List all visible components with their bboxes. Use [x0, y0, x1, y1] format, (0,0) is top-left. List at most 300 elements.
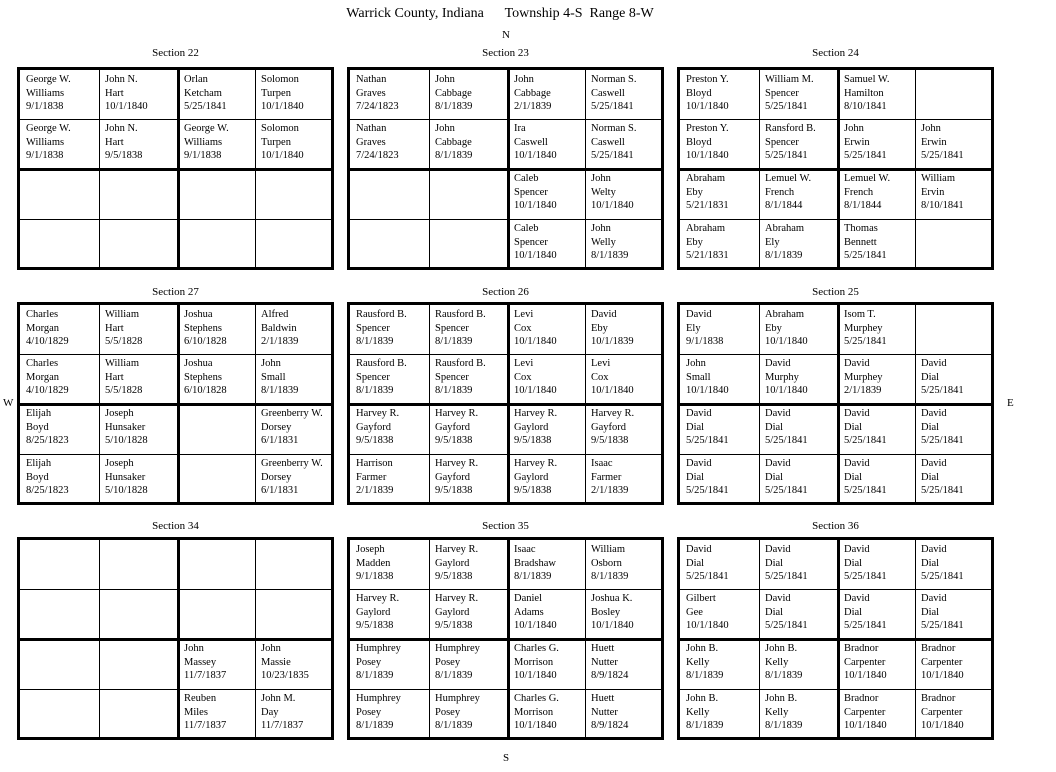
parcel-cell	[350, 70, 429, 119]
parcel-cell	[99, 639, 178, 689]
parcel-name: Hunsaker	[105, 421, 146, 433]
parcel-name: William	[105, 358, 139, 369]
parcel-date: 9/1/1838	[184, 150, 222, 161]
parcel-cell	[99, 169, 178, 219]
parcel-cell	[429, 589, 508, 639]
parcel-date: 8/1/1839	[435, 670, 473, 681]
compass-west: W	[3, 397, 14, 409]
parcel-name: Isaac	[591, 458, 613, 469]
parcel-cell	[99, 70, 178, 119]
parcel-name: Murphey	[844, 371, 883, 383]
parcel-name: Dial	[686, 557, 705, 569]
parcel-date: 9/5/1838	[514, 485, 552, 496]
parcel-name: Gaylord	[435, 606, 470, 618]
parcel-name: Gayford	[356, 421, 391, 433]
parcel-cell	[350, 540, 429, 589]
parcel-date: 5/25/1841	[921, 485, 964, 496]
parcel-name: Nutter	[591, 656, 618, 668]
parcel-date: 5/25/1841	[591, 150, 634, 161]
parcel-name: Reuben	[184, 693, 217, 704]
parcel-name: Erwin	[844, 136, 870, 148]
parcel-name: David	[844, 544, 870, 555]
parcel-cell	[20, 639, 99, 689]
parcel-date: 10/1/1840	[844, 720, 887, 731]
parcel-name: Boyd	[26, 421, 49, 433]
parcel-name: John	[435, 74, 455, 85]
parcel-name: David	[686, 458, 712, 469]
parcel-cell	[429, 454, 508, 508]
parcel-name: Posey	[356, 656, 382, 668]
parcel-cell	[915, 689, 997, 743]
parcel-name: Gayford	[435, 471, 470, 483]
parcel-cell	[680, 70, 759, 119]
parcel-name: Thomas	[844, 223, 878, 234]
parcel-cell	[20, 119, 99, 169]
parcel-cell	[838, 589, 915, 639]
compass-east: E	[1007, 397, 1014, 409]
parcel-date: 5/25/1841	[765, 485, 808, 496]
parcel-name: Caswell	[514, 136, 548, 148]
parcel-cell	[429, 219, 508, 273]
parcel-date: 8/1/1844	[765, 200, 803, 211]
parcel-cell	[508, 219, 585, 273]
parcel-date: 5/25/1841	[686, 571, 729, 582]
parcel-name: Charles G.	[514, 643, 559, 654]
parcel-name: Farmer	[356, 471, 387, 483]
parcel-name: Posey	[435, 656, 461, 668]
parcel-name: Bosley	[591, 606, 621, 618]
parcel-name: Charles	[26, 309, 59, 320]
parcel-name: Spencer	[435, 371, 469, 383]
parcel-name: Day	[261, 706, 279, 718]
parcel-cell	[838, 404, 915, 454]
parcel-date: 7/24/1823	[356, 101, 399, 112]
parcel-date: 9/5/1838	[356, 620, 394, 631]
section-grid	[677, 302, 994, 505]
parcel-cell	[585, 639, 667, 689]
parcel-name: George W.	[184, 123, 229, 134]
parcel-cell	[680, 540, 759, 589]
parcel-date: 10/1/1840	[261, 101, 304, 112]
parcel-name: Bradnor	[921, 643, 956, 654]
parcel-name: Greenberry W.	[261, 458, 323, 469]
parcel-name: Ervin	[921, 186, 945, 198]
parcel-cell	[508, 454, 585, 508]
parcel-date: 5/5/1828	[105, 385, 143, 396]
parcel-name: Harvey R.	[514, 408, 558, 419]
parcel-date: 10/1/1840	[514, 250, 557, 261]
parcel-name: Kelly	[686, 656, 710, 668]
parcel-name: Harvey R.	[435, 408, 479, 419]
parcel-name: John	[686, 358, 706, 369]
section-title: Section 36	[812, 520, 859, 532]
parcel-name: Harvey R.	[356, 593, 400, 604]
parcel-name: Bloyd	[686, 136, 712, 148]
parcel-name: Caswell	[591, 87, 625, 99]
parcel-cell	[508, 305, 585, 354]
parcel-cell	[680, 689, 759, 743]
parcel-name: Rausford B.	[356, 309, 407, 320]
parcel-date: 9/5/1838	[435, 435, 473, 446]
parcel-name: Small	[261, 371, 286, 383]
parcel-date: 5/5/1828	[105, 336, 143, 347]
parcel-name: Ira	[514, 123, 526, 134]
parcel-name: Turpen	[261, 136, 291, 148]
parcel-name: John	[591, 173, 611, 184]
parcel-name: David	[686, 408, 712, 419]
parcel-name: Levi	[591, 358, 611, 369]
parcel-name: Harvey R.	[356, 408, 400, 419]
parcel-name: John N.	[105, 74, 138, 85]
parcel-name: John B.	[765, 643, 798, 654]
parcel-cell	[99, 589, 178, 639]
parcel-name: David	[844, 458, 870, 469]
parcel-name: Kelly	[765, 656, 789, 668]
section-title: Section 22	[152, 47, 199, 59]
parcel-name: John	[921, 123, 941, 134]
parcel-name: Humphrey	[435, 693, 480, 704]
parcel-date: 5/25/1841	[921, 385, 964, 396]
parcel-name: Ketcham	[184, 87, 222, 99]
parcel-date: 5/25/1841	[184, 101, 227, 112]
parcel-date: 8/9/1824	[591, 720, 629, 731]
parcel-cell	[178, 354, 255, 404]
parcel-date: 10/1/1840	[686, 620, 729, 631]
parcel-cell	[255, 354, 337, 404]
parcel-name: Dial	[921, 421, 940, 433]
parcel-name: Dial	[921, 606, 940, 618]
parcel-name: Harvey R.	[435, 593, 479, 604]
section-title: Section 27	[152, 286, 199, 298]
parcel-date: 10/1/1840	[514, 620, 557, 631]
parcel-date: 10/1/1840	[514, 670, 557, 681]
parcel-cell	[915, 305, 997, 354]
parcel-cell	[255, 540, 337, 589]
parcel-date: 9/5/1838	[435, 571, 473, 582]
parcel-date: 5/21/1831	[686, 250, 729, 261]
parcel-name: Spencer	[514, 236, 548, 248]
parcel-date: 4/10/1829	[26, 385, 69, 396]
parcel-date: 10/1/1840	[591, 200, 634, 211]
parcel-cell	[429, 639, 508, 689]
parcel-name: Lemuel W.	[765, 173, 812, 184]
parcel-name: Gaylord	[514, 471, 549, 483]
parcel-name: Humphrey	[356, 693, 401, 704]
parcel-date: 8/1/1839	[686, 720, 724, 731]
parcel-cell	[759, 689, 838, 743]
parcel-name: Bradshaw	[514, 557, 556, 569]
parcel-cell	[585, 354, 667, 404]
parcel-date: 5/25/1841	[844, 336, 887, 347]
parcel-date: 2/1/1839	[261, 336, 299, 347]
parcel-cell	[680, 454, 759, 508]
parcel-name: Dial	[844, 471, 863, 483]
parcel-date: 4/10/1829	[26, 336, 69, 347]
parcel-cell	[178, 70, 255, 119]
parcel-name: John	[184, 643, 204, 654]
parcel-date: 8/1/1839	[435, 101, 473, 112]
parcel-date: 5/25/1841	[765, 435, 808, 446]
parcel-cell	[350, 689, 429, 743]
page-title: Warrick County, Indiana Township 4-S Range 8-W	[346, 6, 654, 21]
parcel-name: Cabbage	[435, 87, 472, 99]
parcel-cell	[255, 589, 337, 639]
parcel-date: 8/25/1823	[26, 485, 69, 496]
parcel-cell	[178, 305, 255, 354]
parcel-cell	[255, 404, 337, 454]
parcel-name: David	[844, 593, 870, 604]
parcel-name: George W.	[26, 123, 71, 134]
parcel-name: Spencer	[435, 322, 469, 334]
parcel-date: 8/1/1839	[591, 250, 629, 261]
parcel-cell	[20, 354, 99, 404]
parcel-date: 8/1/1839	[765, 250, 803, 261]
parcel-date: 9/5/1838	[591, 435, 629, 446]
parcel-cell	[585, 70, 667, 119]
parcel-name: Charles G.	[514, 693, 559, 704]
parcel-cell	[20, 404, 99, 454]
parcel-cell	[429, 305, 508, 354]
parcel-date: 5/25/1841	[844, 571, 887, 582]
parcel-name: Hart	[105, 322, 124, 334]
parcel-cell	[178, 689, 255, 743]
parcel-date: 2/1/1839	[844, 385, 882, 396]
parcel-cell	[20, 589, 99, 639]
parcel-date: 8/1/1839	[514, 571, 552, 582]
parcel-cell	[508, 70, 585, 119]
parcel-cell	[585, 169, 667, 219]
parcel-date: 5/25/1841	[844, 250, 887, 261]
parcel-name: David	[844, 358, 870, 369]
parcel-name: Ransford B.	[765, 123, 816, 134]
parcel-name: David	[921, 593, 947, 604]
parcel-name: Massie	[261, 656, 291, 668]
parcel-name: Massey	[184, 656, 217, 668]
parcel-name: Gayford	[435, 421, 470, 433]
parcel-date: 5/25/1841	[921, 571, 964, 582]
parcel-date: 9/5/1838	[435, 620, 473, 631]
parcel-name: Morrison	[514, 656, 554, 668]
parcel-name: Samuel W.	[844, 74, 890, 85]
parcel-name: Joseph	[105, 458, 134, 469]
parcel-cell	[178, 404, 255, 454]
parcel-date: 8/10/1841	[844, 101, 887, 112]
parcel-cell	[680, 169, 759, 219]
parcel-date: 10/1/1840	[591, 620, 634, 631]
parcel-name: Eby	[686, 186, 703, 198]
parcel-date: 5/25/1841	[591, 101, 634, 112]
parcel-date: 9/1/1838	[26, 101, 64, 112]
parcel-cell	[350, 119, 429, 169]
parcel-date: 10/1/1840	[261, 150, 304, 161]
parcel-date: 10/1/1840	[514, 336, 557, 347]
parcel-name: Baldwin	[261, 322, 297, 334]
parcel-cell	[585, 454, 667, 508]
parcel-date: 8/1/1839	[765, 670, 803, 681]
parcel-name: Elijah	[26, 408, 52, 419]
parcel-cell	[99, 404, 178, 454]
parcel-cell	[20, 169, 99, 219]
parcel-cell	[255, 305, 337, 354]
parcel-name: Levi	[514, 358, 534, 369]
parcel-date: 8/1/1839	[356, 336, 394, 347]
compass-north: N	[502, 29, 510, 41]
parcel-name: Joshua	[184, 309, 213, 320]
parcel-name: Charles	[26, 358, 59, 369]
parcel-name: Graves	[356, 136, 386, 148]
parcel-cell	[255, 454, 337, 508]
parcel-date: 9/5/1838	[435, 485, 473, 496]
section-grid	[17, 67, 334, 270]
parcel-name: John B.	[686, 643, 719, 654]
parcel-date: 6/1/1831	[261, 435, 299, 446]
parcel-date: 11/7/1837	[261, 720, 304, 731]
parcel-cell	[759, 639, 838, 689]
parcel-name: Elijah	[26, 458, 52, 469]
parcel-name: Dial	[921, 371, 940, 383]
parcel-name: Norman S.	[591, 74, 637, 85]
parcel-name: Dial	[765, 471, 784, 483]
parcel-cell	[178, 219, 255, 273]
parcel-cell	[915, 219, 997, 273]
parcel-cell	[680, 589, 759, 639]
parcel-cell	[99, 305, 178, 354]
parcel-cell	[915, 639, 997, 689]
parcel-cell	[759, 540, 838, 589]
parcel-name: Turpen	[261, 87, 291, 99]
parcel-name: Madden	[356, 557, 391, 569]
parcel-name: Abraham	[686, 173, 726, 184]
parcel-date: 5/25/1841	[765, 620, 808, 631]
parcel-name: Rausford B.	[435, 309, 486, 320]
parcel-cell	[255, 689, 337, 743]
parcel-date: 8/1/1839	[435, 720, 473, 731]
parcel-name: Welty	[591, 186, 616, 198]
parcel-cell	[508, 404, 585, 454]
parcel-date: 8/1/1839	[356, 720, 394, 731]
parcel-name: Joseph	[105, 408, 134, 419]
parcel-cell	[99, 454, 178, 508]
parcel-name: Miles	[184, 706, 208, 718]
parcel-date: 8/1/1839	[435, 336, 473, 347]
parcel-name: Daniel	[514, 593, 542, 604]
parcel-cell	[429, 540, 508, 589]
parcel-name: Bradnor	[921, 693, 956, 704]
parcel-cell	[99, 119, 178, 169]
parcel-name: Abraham	[765, 223, 805, 234]
parcel-date: 8/25/1823	[26, 435, 69, 446]
parcel-cell	[585, 404, 667, 454]
parcel-name: Solomon	[261, 123, 299, 134]
parcel-cell	[838, 305, 915, 354]
parcel-cell	[255, 169, 337, 219]
parcel-date: 10/1/1840	[686, 101, 729, 112]
parcel-date: 5/25/1841	[686, 485, 729, 496]
parcel-cell	[759, 305, 838, 354]
parcel-name: David	[765, 593, 791, 604]
parcel-name: Norman S.	[591, 123, 637, 134]
parcel-date: 5/25/1841	[921, 150, 964, 161]
parcel-name: Graves	[356, 87, 386, 99]
parcel-cell	[759, 219, 838, 273]
parcel-cell	[429, 354, 508, 404]
parcel-date: 8/1/1839	[765, 720, 803, 731]
parcel-cell	[99, 354, 178, 404]
section-grid	[677, 537, 994, 740]
parcel-name: Spencer	[765, 87, 799, 99]
parcel-name: Stephens	[184, 322, 222, 334]
section-grid	[17, 537, 334, 740]
parcel-name: French	[844, 186, 874, 198]
parcel-date: 9/5/1838	[356, 435, 394, 446]
parcel-date: 9/1/1838	[686, 336, 724, 347]
parcel-cell	[350, 219, 429, 273]
parcel-cell	[350, 404, 429, 454]
parcel-date: 5/25/1841	[686, 435, 729, 446]
parcel-name: George W.	[26, 74, 71, 85]
parcel-name: Gaylord	[514, 421, 549, 433]
parcel-name: Gaylord	[435, 557, 470, 569]
parcel-cell	[915, 540, 997, 589]
parcel-date: 10/1/1840	[686, 385, 729, 396]
parcel-cell	[429, 689, 508, 743]
parcel-name: Greenberry W.	[261, 408, 323, 419]
section-grid	[17, 302, 334, 505]
parcel-name: Lemuel W.	[844, 173, 891, 184]
parcel-name: Caswell	[591, 136, 625, 148]
parcel-name: Morgan	[26, 322, 60, 334]
parcel-name: William	[105, 309, 139, 320]
parcel-date: 5/25/1841	[921, 435, 964, 446]
parcel-cell	[350, 169, 429, 219]
parcel-cell	[20, 689, 99, 743]
parcel-name: John	[591, 223, 611, 234]
parcel-name: Carpenter	[844, 656, 886, 668]
parcel-name: Gee	[686, 606, 703, 618]
parcel-name: Rausford B.	[435, 358, 486, 369]
parcel-name: Carpenter	[921, 656, 963, 668]
parcel-date: 2/1/1839	[591, 485, 629, 496]
parcel-cell	[429, 169, 508, 219]
parcel-cell	[838, 639, 915, 689]
parcel-cell	[20, 540, 99, 589]
parcel-name: Nathan	[356, 74, 387, 85]
parcel-cell	[585, 540, 667, 589]
parcel-name: Welly	[591, 236, 616, 248]
parcel-date: 9/5/1838	[105, 150, 143, 161]
parcel-date: 11/7/1837	[184, 670, 227, 681]
parcel-name: Adams	[514, 606, 544, 618]
parcel-cell	[680, 219, 759, 273]
parcel-name: Kelly	[765, 706, 789, 718]
parcel-date: 8/1/1839	[356, 385, 394, 396]
parcel-name: Carpenter	[844, 706, 886, 718]
parcel-name: Harrison	[356, 458, 393, 469]
parcel-name: Preston Y.	[686, 123, 729, 134]
parcel-name: Dial	[765, 421, 784, 433]
parcel-cell	[915, 119, 997, 169]
parcel-cell	[508, 119, 585, 169]
parcel-name: Bennett	[844, 236, 877, 248]
parcel-date: 10/1/1840	[105, 101, 148, 112]
section-title: Section 23	[482, 47, 529, 59]
parcel-date: 9/1/1838	[356, 571, 394, 582]
parcel-name: Cabbage	[514, 87, 551, 99]
parcel-cell	[680, 404, 759, 454]
parcel-cell	[429, 70, 508, 119]
parcel-cell	[429, 404, 508, 454]
parcel-name: Ely	[686, 322, 701, 334]
